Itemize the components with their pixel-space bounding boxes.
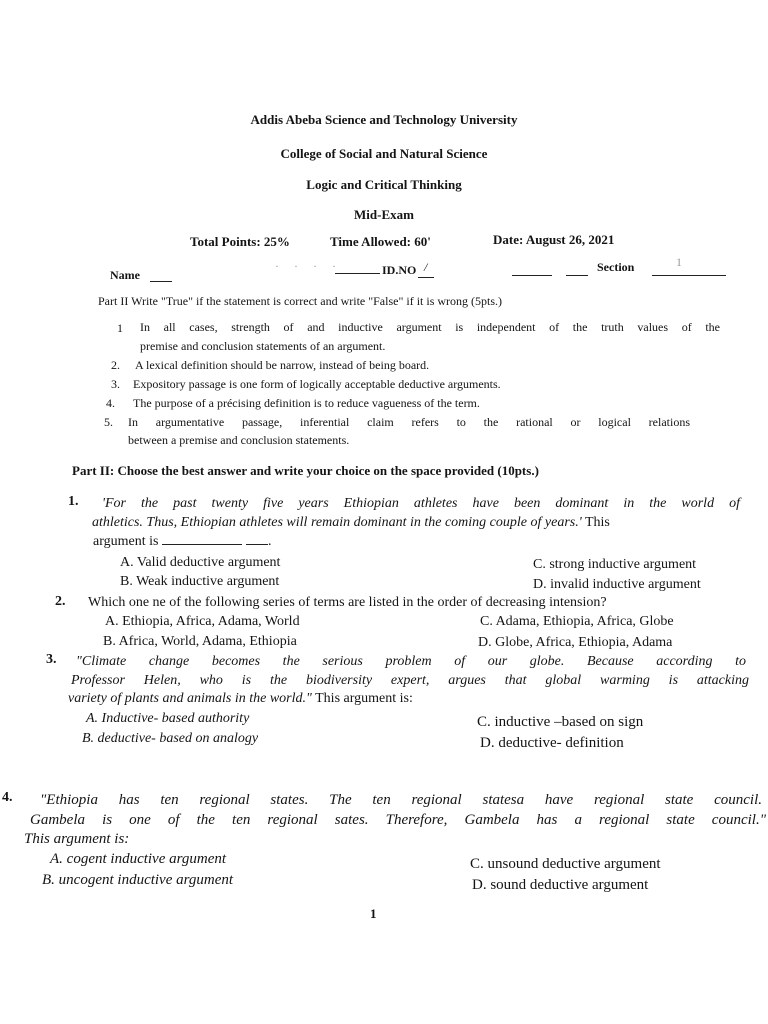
name-blank xyxy=(150,270,172,282)
q2-option-d: D. Globe, Africa, Ethiopia, Adama xyxy=(478,635,673,650)
part1-item-5-num: 5. xyxy=(104,415,113,429)
section-blank-left xyxy=(512,264,552,276)
q3-text-2: Professor Helen, who is the biodiversity expert, argues that global warming is attacking xyxy=(71,673,749,688)
part1-item-1-text: In all cases, strength of and inductive argument is independent of the truth values of the xyxy=(140,320,720,334)
q1-text: 'For the past twenty five years Ethiopian athletes have been dominant in the world of xyxy=(102,496,740,511)
q4-option-c: C. unsound deductive argument xyxy=(470,856,661,872)
q3-option-c: C. inductive –based on sign xyxy=(477,714,644,730)
section-label: Section xyxy=(597,260,635,274)
time-allowed: Time Allowed: 60' xyxy=(330,234,431,249)
name-label: Name xyxy=(110,268,140,282)
course-title: Logic and Critical Thinking xyxy=(306,177,462,192)
q4-text-2: Gambela is one of the ten regional sates. Therefore, Gambela has a regional state council." xyxy=(30,812,766,828)
college-name: College of Social and Natural Science xyxy=(280,146,488,161)
part1-item-3-text: Expository passage is one form of logically acceptable deductive arguments. xyxy=(133,377,501,391)
part1-item-5-text-2: between a premise and conclusion statements. xyxy=(128,433,350,447)
university-name: Addis Abeba Science and Technology University xyxy=(250,112,518,127)
total-points: Total Points: 25% xyxy=(190,234,290,249)
q4-option-b: B. uncogent inductive argument xyxy=(42,872,234,888)
part1-item-2-text: A lexical definition should be narrow, instead of being board. xyxy=(135,358,430,372)
q2-option-b: B. Africa, World, Adama, Ethiopia xyxy=(103,634,297,649)
q1-option-b: B. Weak inductive argument xyxy=(120,574,280,589)
id-value: / xyxy=(424,260,428,274)
q2-option-c: C. Adama, Ethiopia, Africa, Globe xyxy=(480,614,674,629)
redacted-name: · · · · xyxy=(275,259,342,273)
q1-option-c: C. strong inductive argument xyxy=(533,557,697,572)
id-blank-left xyxy=(335,262,380,274)
q3-text: "Climate change becomes the serious problem of our globe. Because according to xyxy=(76,654,746,669)
id-label: ID.NO xyxy=(382,263,417,277)
part1-item-4-text: The purpose of a précising definition is to reduce vagueness of the term. xyxy=(133,396,480,410)
exam-date: Date: August 26, 2021 xyxy=(493,232,615,247)
part1-item-1-num: 1 xyxy=(117,321,123,335)
q4-text: "Ethiopia has ten regional states. The ten regional statesa have regional state council. xyxy=(40,792,762,808)
part1-title: Part II Write "True" if the statement is correct and write "False" if it is wrong (5pts.) xyxy=(98,294,503,308)
q1-option-a: A. Valid deductive argument xyxy=(120,555,281,570)
exam-title: Mid-Exam xyxy=(354,207,414,222)
part1-item-2-num: 2. xyxy=(111,358,120,372)
section-blank-mid xyxy=(566,264,588,276)
page-number: 1 xyxy=(370,906,377,921)
q3-option-b: B. deductive- based on analogy xyxy=(82,731,259,746)
q3-option-a: A. Inductive- based authority xyxy=(86,711,250,726)
q2-text: Which one ne of the following series of terms are listed in the order of decreasing intension? xyxy=(88,595,607,610)
section-blank xyxy=(652,264,726,276)
part1-item-4-num: 4. xyxy=(106,396,115,410)
q4-option-a: A. cogent inductive argument xyxy=(50,851,227,867)
q1-answer-blank xyxy=(162,533,242,545)
q3-text-3: variety of plants and animals in the world." This argument is: xyxy=(68,691,413,706)
part2-title: Part II: Choose the best answer and write your choice on the space provided (10pts.) xyxy=(72,463,539,478)
q1-text-3: argument is . xyxy=(93,534,272,549)
q3-number: 3. xyxy=(46,652,57,667)
section-value: 1 xyxy=(676,255,682,269)
part1-item-1-text-2: premise and conclusion statements of an argument. xyxy=(140,339,386,353)
q3-option-d: D. deductive- definition xyxy=(480,735,624,751)
q2-number: 2. xyxy=(55,594,66,609)
part1-item-3-num: 3. xyxy=(111,377,120,391)
q1-option-d: D. invalid inductive argument xyxy=(533,577,701,592)
q2-option-a: A. Ethiopia, Africa, Adama, World xyxy=(105,614,300,629)
q1-number: 1. xyxy=(68,494,79,509)
q4-option-d: D. sound deductive argument xyxy=(472,877,649,893)
q4-number: 4. xyxy=(2,790,13,805)
q1-text-2: athletics. Thus, Ethiopian athletes will remain dominant in the coming couple of years.' This xyxy=(92,515,610,530)
q4-text-3: This argument is: xyxy=(24,831,130,847)
part1-item-5-text: In argumentative passage, inferential claim refers to the rational or logical relations xyxy=(128,415,690,429)
